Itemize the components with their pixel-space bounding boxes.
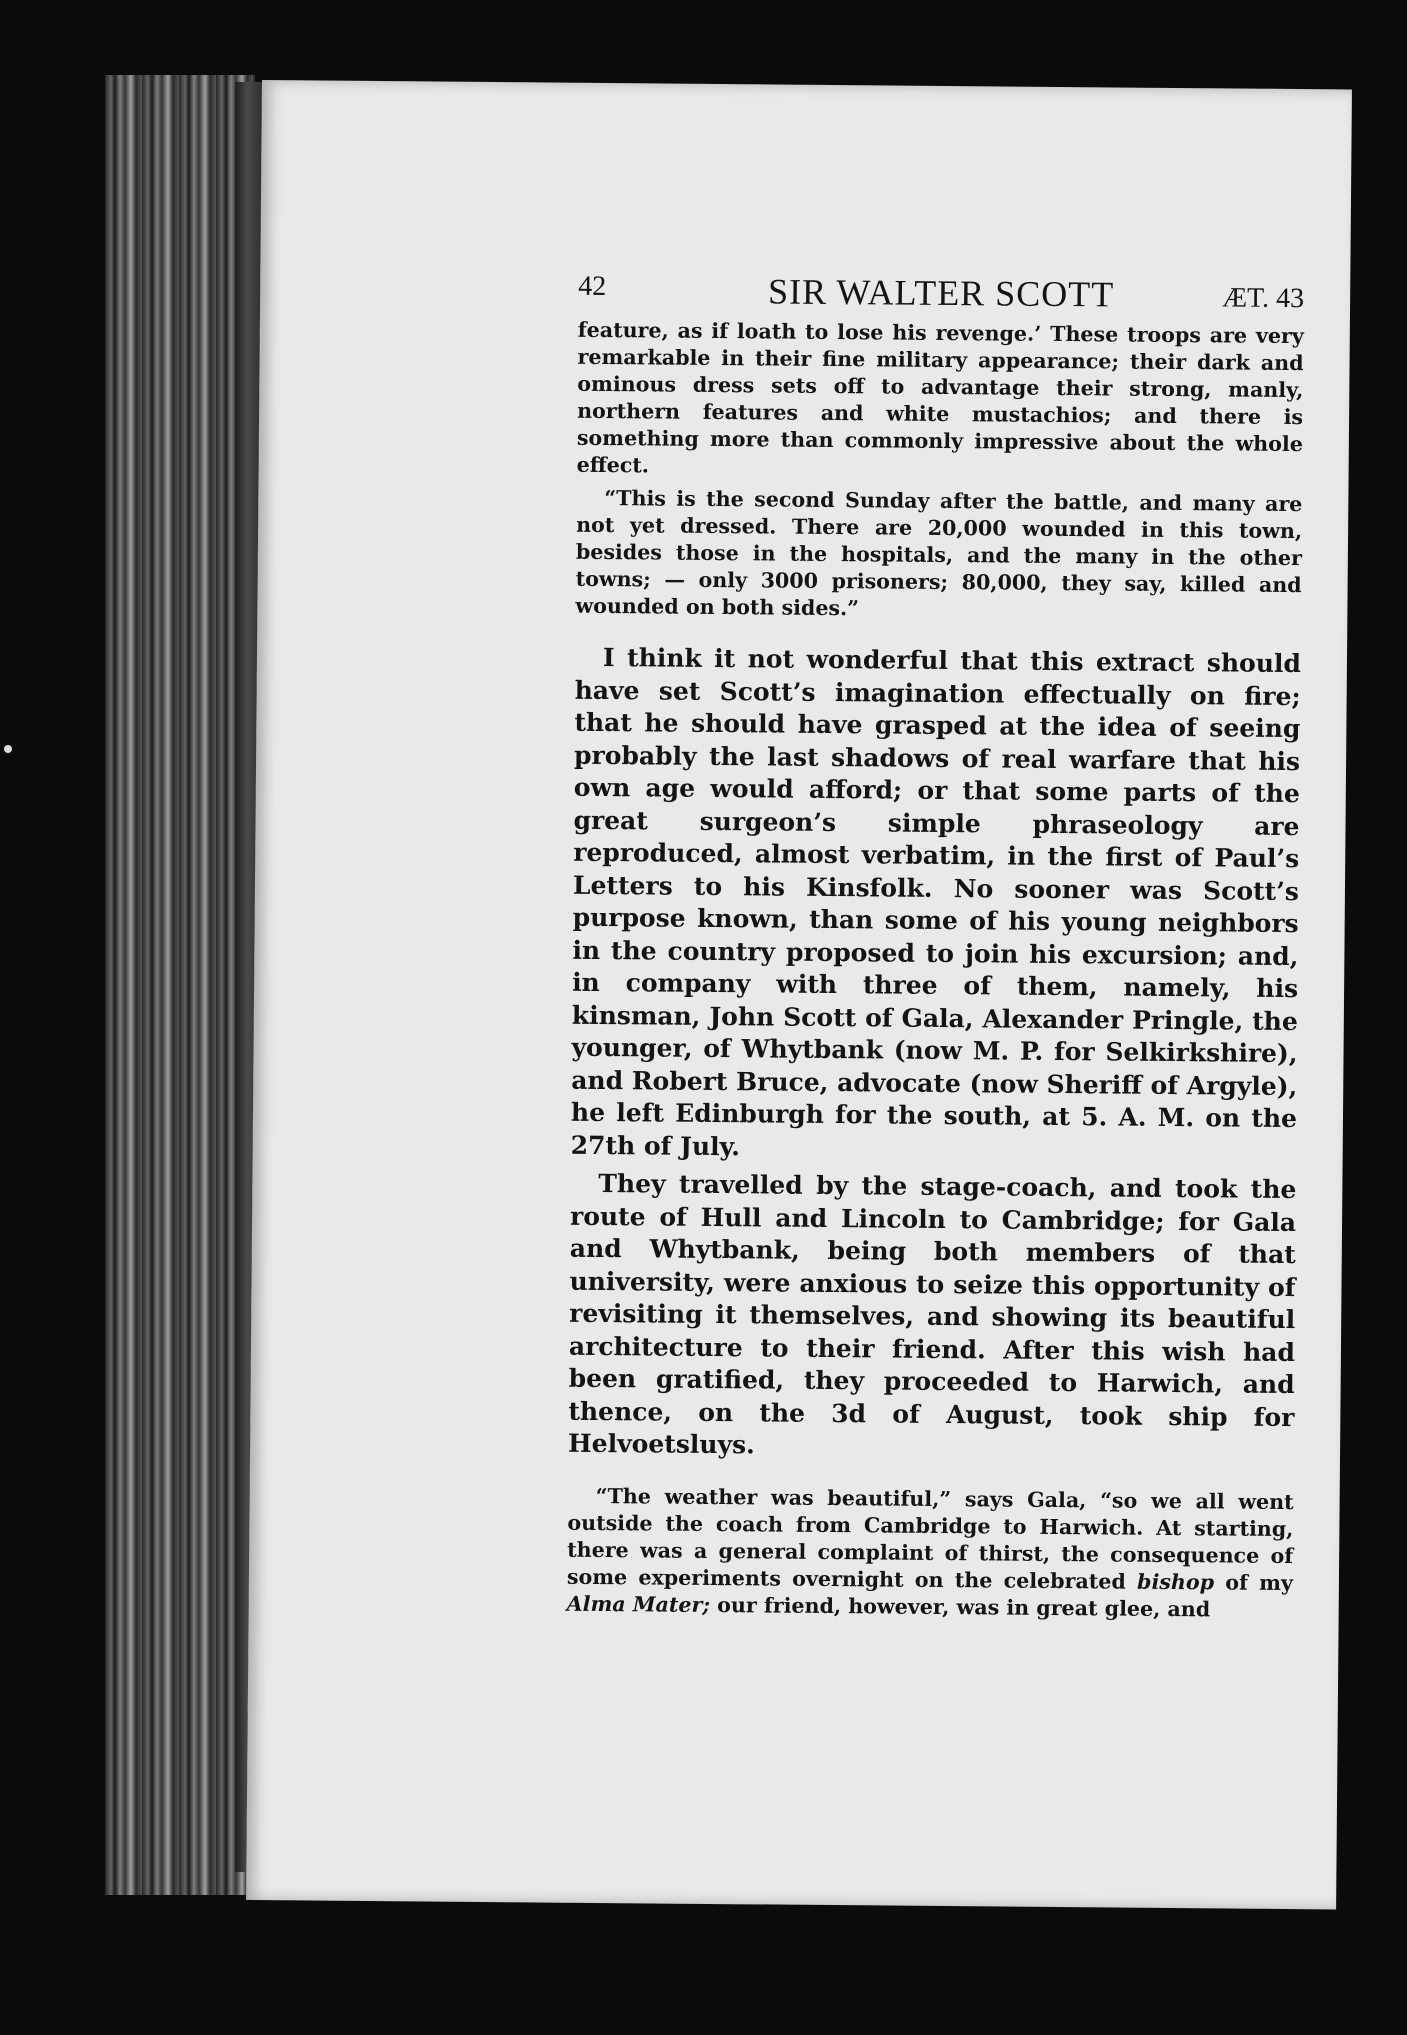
body-paragraph: I think it not wonderful that this extract should have set Scott’s imagination effectually on fire; that he should have grasped at the idea of seeing probably the last shadows of real warfare that his own age would afford; or that some parts of the great surgeon’s simple phraseology are reproduced, almost verbatim, in the first of Paul’s Letters to his Kinsfolk. No sooner was Scott’s purpose known, than some of his young neighbors in the country proposed to join his excursion; and, in company with three of them, namely, his kinsman, John Scott of Gala, Alexander Pringle, the younger, of Whytbank (now M. P. for Selkirkshire), and Robert Bruce, advocate (now Sheriff of Argyle), he left Edinburgh for the south, at 5. A. M. on the 27th of July. [570, 642, 1302, 1161]
quote-paragraph: feature, as if loath to lose his revenge.’ These troops are very remarkable in their fine military appearance; their dark and ominous dress sets off to advantage their strong, manly, northern features and white mustachios; and there is something more than commonly impressive about the whole effect. [576, 317, 1304, 478]
body-paragraph: They travelled by the stage-coach, and took the route of Hull and Lincoln to Cambridge; for Gala and Whytbank, being both members of that university, were anxious to seize this opportunity of revisiting it themselves, and showing its beautiful architecture to their friend. After this wish had been gratified, they proceeded to Harwich, and thence, on the 3d of August, took ship for Helvoetsluys. [567, 1168, 1297, 1460]
book-spine [105, 75, 255, 1895]
book-page [246, 80, 1352, 1909]
quote-text: “The weather was beautiful,” says Gala, “so we all went outside the coach from Cambridge to Harwich. At starting, there was a general complaint of thirst, the consequence of some experiments overnight on the celebrated [566, 1483, 1294, 1594]
age-marker: ÆT. 43 [1222, 282, 1305, 315]
quote-text: our friend, however, was in great glee, and [709, 1592, 1211, 1621]
running-head [578, 269, 1304, 323]
page-number: 42 [578, 270, 607, 303]
text-block [567, 269, 1305, 1624]
quote-paragraph [567, 1482, 1294, 1623]
italic-term: bishop [1137, 1569, 1215, 1594]
quote-paragraph: “This is the second Sunday after the battle, and many are not yet dressed. There are 20,000 wounded in this town, besides those in the hospitals, and the many in the other towns; — only 3000 prisoners; 80,000, they say, killed and wounded on both sides.” [575, 486, 1303, 621]
italic-term: Alma Mater; [566, 1591, 711, 1617]
running-title: SIR WALTER SCOTT [767, 271, 1115, 315]
quote-text: of my [1213, 1569, 1294, 1595]
scan-speck [4, 745, 12, 753]
